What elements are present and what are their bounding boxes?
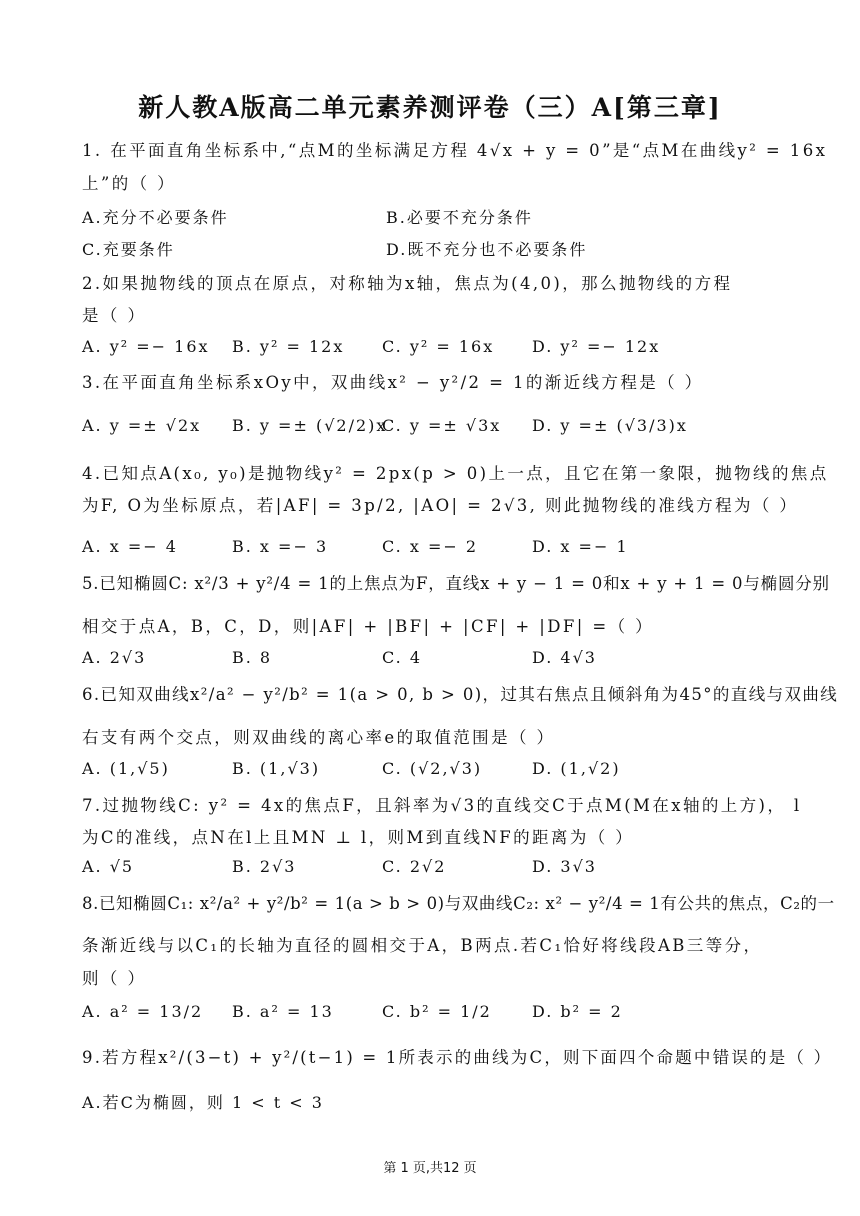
q4-option-d: D. x =− 1 [532,537,629,556]
page-title: 新人教A版高二单元素养测评卷（三）A[第三章] [138,93,722,122]
q7-stem-line2: 为C的准线，点N在l上且MN ⊥ l，则M到直线NF的距离为（ ） [82,828,635,847]
q8-option-c: C. b² = 1/2 [382,1002,492,1021]
q2-option-c: C. y² = 16x [382,337,495,356]
q8-option-a: A. a² = 13/2 [82,1002,204,1021]
q1-stem-line2: 上”的（ ） [82,174,177,193]
q8-stem-line1: 8.已知椭圆C₁: x²/a² + y²/b² = 1(a > b > 0)与双曲线C₂: x² − y²/4 = 1有公共的焦点，C₂的一 [82,894,835,913]
q8-option-b: B. a² = 13 [232,1002,334,1021]
q1-stem-line1: 1. 在平面直角坐标系中,“点M的坐标满足方程 4√x + y = 0”是“点M在曲线y² = 16x [82,141,828,160]
q7-option-a: A. √5 [82,857,135,876]
q3-option-c: C. y =± √3x [382,416,502,435]
q4-option-b: B. x =− 3 [232,537,329,556]
q4-stem-line2: 为F, O为坐标原点，若|AF| = 3p/2, |AO| = 2√3, 则此抛物线的准线方程为（ ） [82,496,799,515]
q2-option-d: D. y² =− 12x [532,337,661,356]
q9-stem-line1: 9.若方程x²/(3−t) + y²/(t−1) = 1所表示的曲线为C，则下面四个命题中错误的是（ ） [82,1048,833,1067]
q3-stem-line1: 3.在平面直角坐标系xOy中，双曲线x² − y²/2 = 1的渐近线方程是（ ） [82,373,704,392]
q6-option-a: A. (1,√5) [82,759,170,778]
q5-option-a: A. 2√3 [82,648,147,667]
q7-stem-line1: 7.过抛物线C: y² = 4x的焦点F，且斜率为√3的直线交C于点M(M在x轴的上方)， l [82,796,802,815]
q3-option-b: B. y =± (√2/2)x [232,416,388,435]
page-footer: 第 1 页,共12 页 [383,1161,477,1176]
q8-stem-line3: 则（ ） [82,969,147,988]
q7-option-c: C. 2√2 [382,857,447,876]
q4-stem-line1: 4.已知点A(x₀, y₀)是抛物线y² = 2px(p > 0)上一点，且它在第一象限，抛物线的焦点 [82,464,829,483]
q5-option-d: D. 4√3 [532,648,597,667]
q9-option-a: A.若C为椭圆，则 1 < t < 3 [82,1093,324,1112]
q5-option-b: B. 8 [232,648,273,667]
q3-option-a: A. y =± √2x [82,416,202,435]
q6-stem-line2: 右支有两个交点，则双曲线的离心率e的取值范围是（ ） [82,728,556,747]
q1-option-b: B.必要不充分条件 [386,208,533,227]
q4-option-a: A. x =− 4 [82,537,178,556]
q3-option-d: D. y =± (√3/3)x [532,416,688,435]
q6-option-c: C. (√2,√3) [382,759,483,778]
q5-stem-line1: 5.已知椭圆C: x²/3 + y²/4 = 1的上焦点为F，直线x + y − 1 = 0和x + y + 1 = 0与椭圆分别 [82,574,830,593]
q2-stem-line1: 2.如果抛物线的顶点在原点，对称轴为x轴，焦点为(4,0)，那么抛物线的方程 [82,274,733,293]
q1-option-c: C.充要条件 [82,240,175,259]
q5-stem-line2: 相交于点A，B，C，D，则|AF| + |BF| + |CF| + |DF| =（ ） [82,617,655,636]
q6-option-d: D. (1,√2) [532,759,621,778]
q7-option-b: B. 2√3 [232,857,297,876]
q5-option-c: C. 4 [382,648,423,667]
q8-stem-line2: 条渐近线与以C₁的长轴为直径的圆相交于A，B两点.若C₁恰好将线段AB三等分， [82,936,763,955]
q7-option-d: D. 3√3 [532,857,597,876]
q6-stem-line1: 6.已知双曲线x²/a² − y²/b² = 1(a > 0, b > 0)，过其右焦点且倾斜角为45°的直线与双曲线 [82,685,839,704]
q4-option-c: C. x =− 2 [382,537,479,556]
q6-option-b: B. (1,√3) [232,759,321,778]
q2-option-a: A. y² =− 16x [82,337,210,356]
q1-option-d: D.既不充分也不必要条件 [386,240,588,259]
q8-option-d: D. b² = 2 [532,1002,623,1021]
q2-option-b: B. y² = 12x [232,337,345,356]
q1-option-a: A.充分不必要条件 [82,208,229,227]
q2-stem-line2: 是（ ） [82,306,147,325]
